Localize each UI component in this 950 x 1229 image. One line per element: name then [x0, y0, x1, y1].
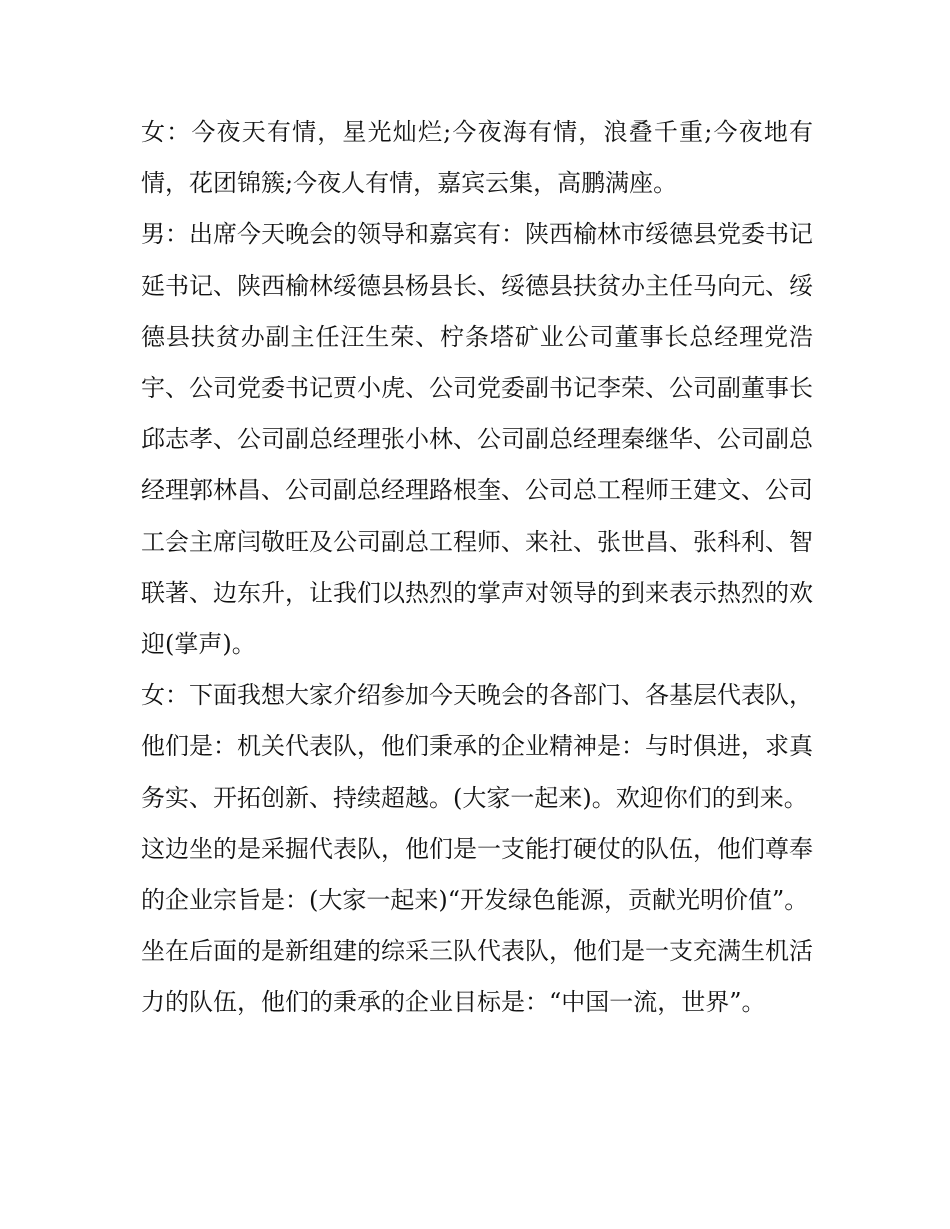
paragraph-female-opening: 女：今夜天有情，星光灿烂;今夜海有情，浪叠千重;今夜地有情，花团锦簇;今夜人有情，嘉宾云集，高鹏满座。	[141, 118, 813, 198]
paragraph-mining-team: 这边坐的是采掘代表队，他们是一支能打硬仗的队伍，他们尊奉的企业宗旨是：(大家一起来)“开发绿色能源，贡献光明价值”。	[141, 834, 813, 915]
paragraph-fully-mechanized-team: 坐在后面的是新组建的综采三队代表队，他们是一支充满生机活力的队伍，他们的秉承的企业目标是：“中国一流，世界”。	[141, 937, 813, 1017]
paragraph-male-guest-introduction: 男：出席今天晚会的领导和嘉宾有：陕西榆林市绥德县党委书记延书记、陕西榆林绥德县杨县长、绥德县扶贫办主任马向元、绥德县扶贫办副主任汪生荣、柠条塔矿业公司董事长总经理党浩宇、公司党委书记贾小虎、公司党委副书记李荣、公司副董事长邱志孝、公司副总经理张小林、公司副总经理秦继华、公司副总经理郭林昌、公司副总经理路根奎、公司总工程师王建文、公司工会主席闫敬旺及公司副总工程师、来社、张世昌、张科利、智联著、边东升，让我们以热烈的掌声对领导的到来表示热烈的欢迎(掌声)。	[141, 220, 813, 659]
paragraph-female-team-introduction: 女：下面我想大家介绍参加今天晚会的各部门、各基层代表队，他们是：机关代表队，他们秉承的企业精神是：与时俱进，求真务实、开拓创新、持续超越。(大家一起来)。欢迎你们的到来。	[141, 681, 813, 812]
document-body	[141, 107, 813, 1029]
